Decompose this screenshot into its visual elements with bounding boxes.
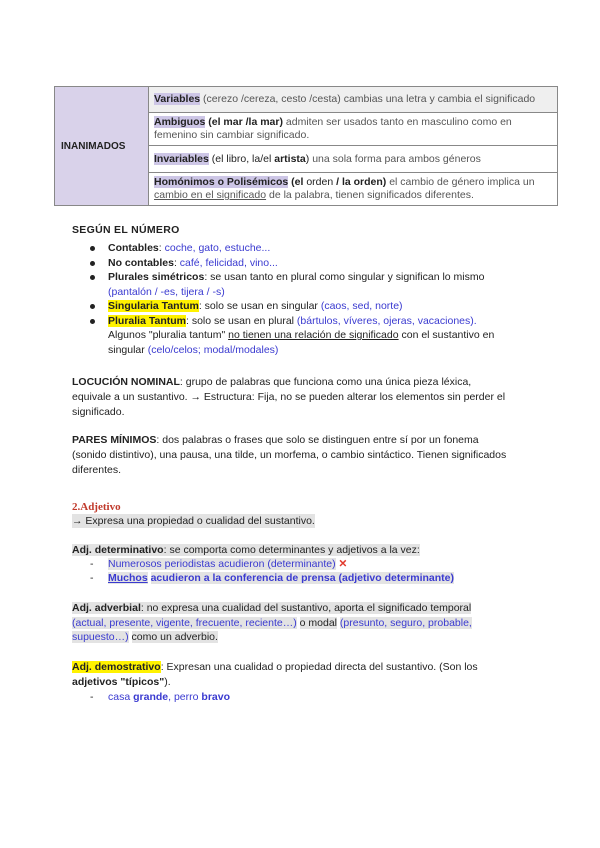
row-term: Ambiguos <box>154 116 206 128</box>
item-term: Contables <box>108 242 159 254</box>
example-text: acudieron a la conferencia de prensa (adjetivo determinante) <box>150 572 455 584</box>
bullet-icon <box>90 319 95 324</box>
row-description-b: de la palabra, tienen significados diferentes. <box>269 189 474 201</box>
demostrativo-bold: adjetivos "típicos" <box>72 676 165 688</box>
row-description: admiten ser usados tanto en masculino como en femenino sin cambiar significado. <box>154 116 512 141</box>
example-underlined: Muchos <box>108 572 148 584</box>
row-term: Homónimos o Polisémicos <box>154 176 289 188</box>
adverbial-text-a: : no expresa una cualidad del sustantivo, aporta el significado temporal <box>140 602 472 614</box>
demostrativo-paragraph <box>72 660 522 690</box>
item-example: (caos, sed, norte) <box>320 300 403 312</box>
adverbial-text-c: como un adverbio. <box>131 631 218 643</box>
determinativo-examples <box>90 557 454 585</box>
list-item <box>90 299 510 314</box>
item-sep: : <box>186 314 189 327</box>
item-text: café, felicidad, vino... <box>179 256 278 269</box>
demostrativo-text: : Expresan una cualidad o propiedad directa del sustantivo. (Son los <box>160 661 478 673</box>
cross-icon: ✕ <box>338 558 348 570</box>
pares-text: : dos palabras o frases que solo se distinguen entre sí por un fonema (sonido distintivo), una pausa, una tilde, un morfema, o cambio sintáctico. Tienen significados diferentes. <box>72 434 507 476</box>
item-text: solo se usan en plural <box>191 314 294 327</box>
locucion-paragraph <box>72 375 512 420</box>
item-term: Plurales simétricos <box>108 271 205 283</box>
adverbial-paragraph <box>72 601 502 645</box>
list-item <box>90 557 454 571</box>
table-category-cell: INANIMADOS <box>55 87 149 206</box>
demostrativo-term: Adj. demostrativo <box>72 661 161 673</box>
list-item <box>90 241 510 256</box>
item-sep: : <box>158 242 162 254</box>
pares-term: PARES MÍNIMOS <box>72 434 157 446</box>
row-examples-pre: (el libro, la/el <box>211 152 272 165</box>
section-title-adjetivo: 2.Adjetivo <box>72 501 121 513</box>
locucion-text: : grupo de palabras que funciona como una única pieza léxica, equivale a un sustantivo. → Estructura: Fija, no se pueden alterar los elementos sin perder el significado. <box>72 376 506 418</box>
row-examples-post: ) <box>305 152 310 165</box>
item-example: (pantalón / -es, tijera / -s) <box>108 285 225 298</box>
demostrativo-examples <box>90 690 230 704</box>
item-text: coche, gato, estuche... <box>164 242 271 254</box>
row-ex-open: (el <box>291 176 304 188</box>
table-row <box>149 173 558 206</box>
adjetivo-intro: → Expresa una propiedad o cualidad del sustantivo. <box>72 515 315 527</box>
gender-table <box>54 86 558 206</box>
item-text: solo se usan en singular <box>204 300 318 312</box>
section-heading-numero: SEGÚN EL NÚMERO <box>72 224 180 236</box>
row-description-a: el cambio de género implica un <box>389 176 535 188</box>
table-row <box>149 87 558 113</box>
example-d: bravo <box>201 691 230 703</box>
bullet-icon <box>90 304 95 309</box>
determinativo-text: : se comporta como determinantes y adjetivos a la vez: <box>163 544 420 556</box>
item-example: (bártulos, víveres, ojeras, vacaciones). <box>296 314 477 327</box>
table-row <box>149 146 558 173</box>
row-ex-close: ) <box>382 176 387 188</box>
row-ex-sep: / <box>336 176 340 188</box>
demostrativo-end: ). <box>164 676 171 688</box>
list-item <box>90 690 230 704</box>
item-extra-example: (celo/celos; modal/modales) <box>147 343 279 356</box>
item-extra-a: Algunos "pluralia tantum" <box>108 329 226 341</box>
example-c: , perro <box>168 691 199 703</box>
dash-marker: - <box>90 558 94 570</box>
bullet-icon <box>90 246 95 251</box>
list-item <box>90 571 454 585</box>
dash-marker: - <box>90 572 94 584</box>
adverbial-term: Adj. adverbial <box>72 602 141 614</box>
row-ex-w1: orden <box>306 176 334 188</box>
item-extra-b: con el sustantivo en singular <box>108 329 495 356</box>
determinativo-line <box>72 543 420 557</box>
item-term: No contables <box>108 256 174 269</box>
item-sep: : <box>198 300 202 312</box>
row-examples-bold: artista <box>274 152 306 165</box>
adverbial-example-a: (actual, presente, vigente, frecuente, reciente…) <box>72 616 297 629</box>
determinativo-term: Adj. determinativo <box>72 544 164 556</box>
item-sep: : <box>173 256 177 269</box>
locucion-term: LOCUCIÓN NOMINAL <box>72 376 180 388</box>
item-term: Singularia Tantum <box>108 300 199 312</box>
numero-list <box>90 241 510 357</box>
row-term: Invariables <box>154 152 209 165</box>
example-a: casa <box>108 691 131 703</box>
list-item <box>90 314 510 358</box>
item-term: Pluralia Tantum <box>108 314 186 327</box>
item-sep: : <box>204 271 208 283</box>
list-item <box>90 256 510 271</box>
item-extra-underlined: no tienen una relación de significado <box>228 329 399 341</box>
bullet-icon <box>90 275 95 280</box>
example-b: grande <box>133 691 169 703</box>
dash-marker: - <box>90 691 94 703</box>
adverbial-example-b: (presunto, seguro, probable, supuesto…) <box>72 616 472 643</box>
pares-paragraph <box>72 433 512 478</box>
bullet-icon <box>90 261 95 266</box>
list-item <box>90 270 510 299</box>
row-examples: (cerezo /cereza, cesto /cesta) <box>203 93 341 105</box>
item-text: se usan tanto en plural como singular y significan lo mismo <box>210 271 485 283</box>
table-row <box>149 113 558 146</box>
adverbial-text-b: o modal <box>299 616 337 629</box>
row-examples: (el mar /la mar) <box>208 116 283 128</box>
row-term: Variables <box>154 93 201 105</box>
row-description: una sola forma para ambos géneros <box>312 152 481 165</box>
example-text: Numerosos periodistas acudieron (determinante) <box>108 558 336 570</box>
row-description: cambias una letra y cambia el significado <box>343 93 536 105</box>
row-ex-w2: la orden <box>341 176 383 188</box>
row-description-underlined: cambio en el significado <box>154 189 267 201</box>
